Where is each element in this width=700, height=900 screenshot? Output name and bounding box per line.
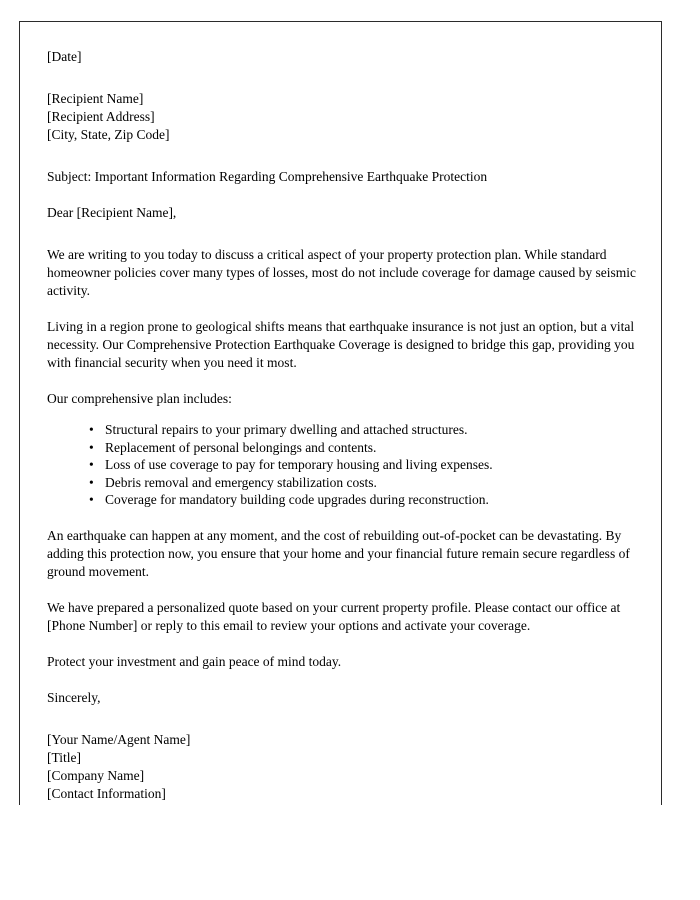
signer-name: [Your Name/Agent Name] (47, 731, 191, 747)
signature-block (47, 731, 640, 803)
spacer-after-recipient (47, 144, 640, 168)
spacer-before-list (47, 408, 640, 421)
signature-space (47, 707, 640, 731)
spacer-after-paragraph-1 (47, 300, 640, 318)
closing-call-to-action: Protect your investment and gain peace of mind today. (47, 653, 342, 669)
salutation-text: Dear [Recipient Name], (47, 205, 177, 220)
document-page (19, 21, 662, 805)
spacer-after-paragraph-2 (47, 372, 640, 390)
body-paragraph-4: We have prepared a personalized quote based on your current property profile. Please contact our office at [Phone Number] or reply to this email to review your options and activate your coverage. (47, 599, 621, 633)
list-item: • Replacement of personal belongings and contents. (89, 439, 640, 457)
letter-content (47, 48, 640, 803)
spacer-after-date (47, 66, 640, 90)
spacer-after-list (47, 509, 640, 527)
spacer-after-salutation (47, 222, 640, 246)
spacer-after-paragraph-4 (47, 635, 640, 653)
date-block (47, 48, 640, 66)
recipient-name: [Recipient Name] (47, 91, 144, 106)
recipient-city-state-zip: [City, State, Zip Code] (47, 127, 170, 142)
sign-off-text: Sincerely, (47, 689, 101, 705)
body-paragraph-1: We are writing to you today to discuss a critical aspect of your property protection plan. While standard homeowner policies cover many types of losses, most do not include coverage for damage caused by seismic activity. (47, 247, 636, 298)
date-placeholder: [Date] (47, 49, 82, 64)
benefits-list-intro: Our comprehensive plan includes: (47, 391, 232, 406)
sign-off (47, 689, 640, 707)
recipient-address: [Recipient Address] (47, 109, 155, 124)
spacer-after-paragraph-3 (47, 581, 640, 599)
list-item: • Loss of use coverage to pay for temporary housing and living expenses. (89, 456, 640, 474)
list-item: • Structural repairs to your primary dwelling and attached structures. (89, 421, 640, 439)
benefits-list (47, 421, 640, 509)
recipient-address-block (47, 90, 640, 144)
salutation (47, 204, 640, 222)
spacer-after-subject (47, 186, 640, 204)
signer-title: [Title] (47, 749, 82, 765)
subject-line (47, 168, 640, 186)
list-item: • Coverage for mandatory building code upgrades during reconstruction. (89, 491, 640, 509)
subject-text: Subject: Important Information Regarding Comprehensive Earthquake Protection (47, 169, 488, 184)
signer-company: [Company Name] (47, 767, 145, 783)
spacer-before-sign-off (47, 671, 640, 689)
list-item: • Debris removal and emergency stabilization costs. (89, 474, 640, 492)
body-paragraph-3: An earthquake can happen at any moment, and the cost of rebuilding out-of-pocket can be devastating. By adding this protection now, you ensure that your home and your financial future remain secure regardless of ground movement. (47, 527, 630, 579)
body-paragraph-2: Living in a region prone to geological shifts means that earthquake insurance is not just an option, but a vital necessity. Our Comprehensive Protection Earthquake Coverage is designed to bridge this gap, providing you with financial security when you need it most. (47, 319, 635, 370)
signer-contact: [Contact Information] (47, 785, 166, 801)
